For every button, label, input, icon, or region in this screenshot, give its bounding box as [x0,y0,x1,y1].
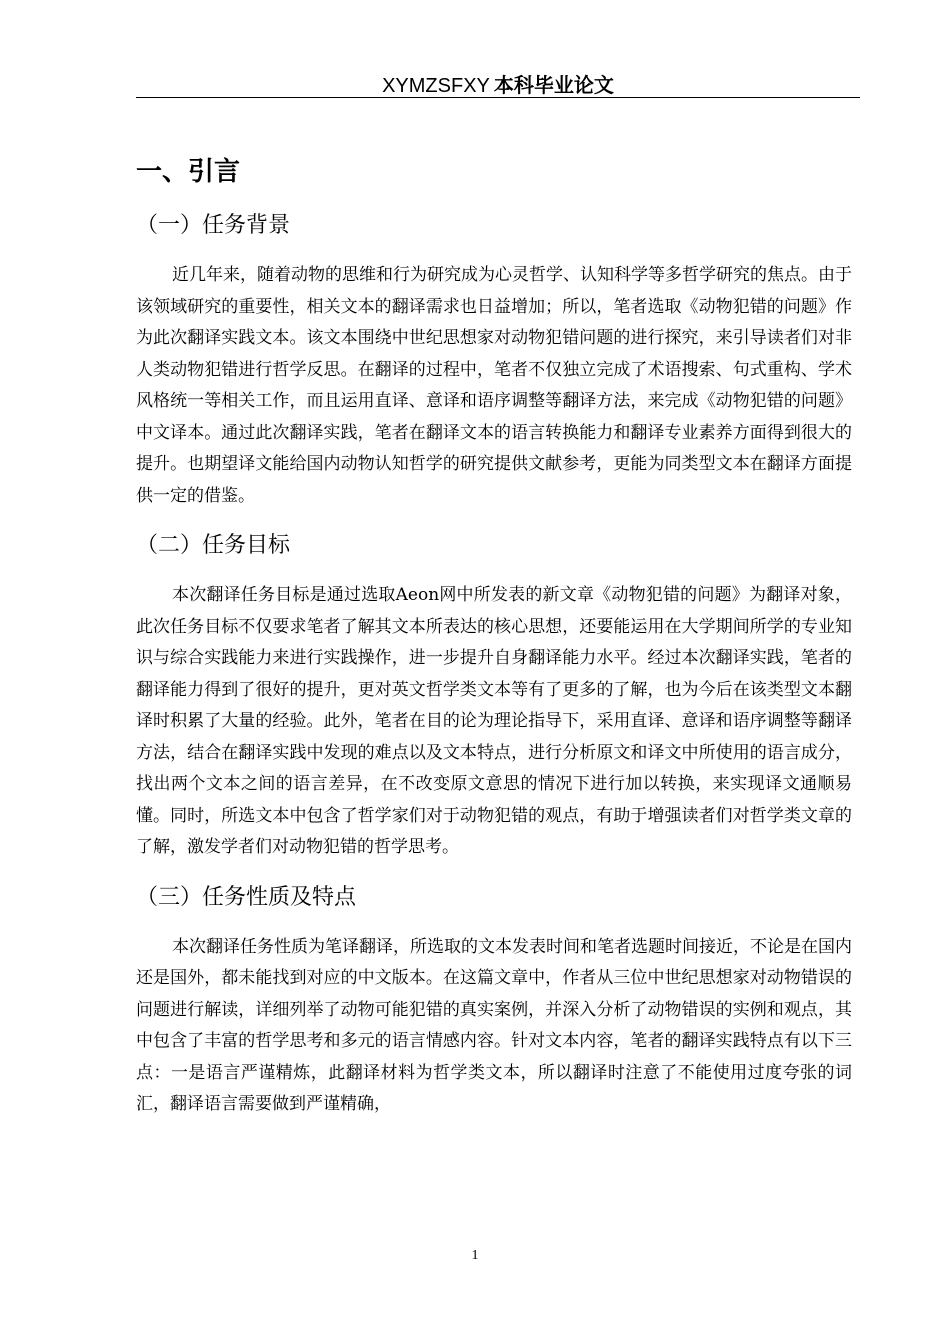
header-title: 本科毕业论文 [493,73,614,97]
paragraph-background: 近几年来，随着动物的思维和行为研究成为心灵哲学、认知科学等多哲学研究的焦点。由于该领域研究的重要性，相关文本的翻译需求也日益增加；所以，笔者选取《动物犯错的问题》作为此次翻译实践文本。该文本围绕中世纪思想家对动物犯错问题的进行探究，来引导读者们对非人类动物犯错进行哲学反思。在翻译的过程中，笔者不仅独立完成了术语搜索、句式重构、学术风格统一等相关工作，而且运用直译、意译和语序调整等翻译方法，来完成《动物犯错的问题》中文译本。通过此次翻译实践，笔者在翻译文本的语言转换能力和翻译专业素养方面得到很大的提升。也期望译文能给国内动物认知哲学的研究提供文献参考，更能为同类型文本在翻译方面提供一定的借鉴。 [136,265,852,506]
section-title-objectives: （二）任务目标 [136,533,291,558]
page-header [136,72,860,98]
document-body [136,150,852,1121]
section-title-nature: （三）任务性质及特点 [136,884,357,910]
header-rule [136,97,860,98]
page-number: 1 [471,1248,479,1263]
section-title-background: （一）任务背景 [136,213,291,238]
chapter-title: 一、引言 [136,157,241,187]
header-code: XYMZSFXY [382,75,490,97]
paragraph-objectives: 本次翻译任务目标是通过选取Aeon网中所发表的新文章《动物犯错的问题》为翻译对象，此次任务目标不仅要求笔者了解其文本所表达的核心思想，还要能运用在大学期间所学的专业知识与综合实践能力来进行实践操作，进一步提升自身翻译能力水平。经过本次翻译实践，笔者的翻译能力得到了很好的提升，更对英文哲学类文本等有了更多的了解，也为今后在该类型文本翻译时积累了大量的经验。此外，笔者在目的论为理论指导下，采用直译、意译和语序调整等翻译方法，结合在翻译实践中发现的难点以及文本特点，进行分析原文和译文中所使用的语言成分，找出两个文本之间的语言差异，在不改变原文意思的情况下进行加以转换，来实现译文通顺易懂。同时，所选文本中包含了哲学家们对于动物犯错的观点，有助于增强读者们对哲学类文章的了解，激发学者们对动物犯错的哲学思考。 [136,585,852,857]
paragraph-nature: 本次翻译任务性质为笔译翻译，所选取的文本发表时间和笔者选题时间接近，不论是在国内还是国外，都未能找到对应的中文版本。在这篇文章中，作者从三位中世纪思想家对动物错误的问题进行解读，详细列举了动物可能犯错的真实案例，并深入分析了动物错误的实例和观点，其中包含了丰富的哲学思考和多元的语言情感内容。针对文本内容，笔者的翻译实践特点有以下三点：一是语言严谨精炼，此翻译材料为哲学类文本，所以翻译时注意了不能使用过度夸张的词汇，翻译语言需要做到严谨精确， [136,936,852,1114]
